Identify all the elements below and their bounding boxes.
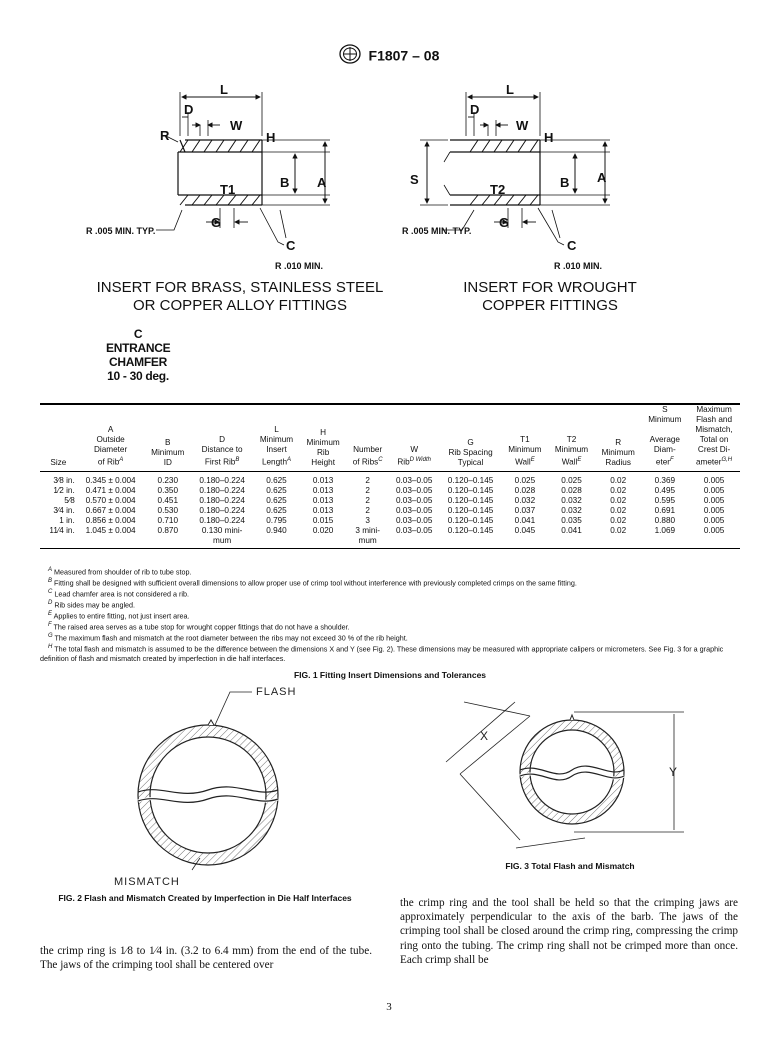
right-label-L: L: [506, 82, 514, 97]
table-cell: 0.02: [610, 505, 627, 515]
table-footnotes: [40, 566, 740, 663]
table-row: [40, 471, 740, 486]
table-row: [40, 496, 740, 506]
table-cell: 0.02: [610, 485, 627, 495]
table-cell: 3 mini- mum: [346, 526, 388, 549]
table-cell: 0.667 ± 0.004: [85, 505, 136, 515]
table-cell: 0.025: [561, 475, 582, 485]
table-header-cell: W Rib$^{D Width}$: [389, 405, 440, 472]
page-number: 3: [386, 1001, 392, 1013]
fig1-caption: FIG. 1 Fitting Insert Dimensions and Tolerances: [293, 670, 487, 680]
table-cell: 0.710: [157, 515, 179, 525]
table-cell: 0.025: [514, 475, 536, 485]
table-cell: 0.495: [654, 485, 676, 495]
left-label-C: C: [286, 238, 296, 253]
table-cell: 0.032: [561, 505, 582, 515]
table-cell: 0.037: [514, 505, 536, 515]
table-cell: 0.451: [157, 495, 179, 505]
table-row: [40, 486, 740, 496]
footnote: $^C$ Lead chamfer area is not considered a rib.: [48, 588, 189, 599]
table-cell: 0.350: [157, 485, 179, 495]
table-cell: 0.625: [266, 505, 287, 515]
table-header-cell: G Rib Spacing Typical: [440, 405, 502, 472]
table-cell: 0.625: [266, 485, 287, 495]
right-insert-drawing: [420, 92, 610, 245]
body-text-left: the crimp ring is 1⁄8 to 1⁄4 in. (3.2 to 6.4 mm) from the end of the tube. The jaws of the crimping tool shall be centered over: [40, 945, 372, 972]
left-radius-min: R .010 MIN.: [275, 261, 324, 271]
table-cell: 0.180–0.224: [199, 475, 245, 485]
table-cell: 0.795: [266, 515, 287, 525]
footnote: $^H$ The total flash and mismatch is assumed to be the difference between the dimensions X and Y (see Fig. 2). These dimensions may be measured with appropriate calipers or micrometers. See Fig. 3 for a graphic definition of flash and mismatch created by imperfection in die half interfaces.: [40, 643, 724, 663]
table-cell: 1⁄2 in.: [53, 485, 75, 495]
table-row: [40, 516, 740, 526]
table-cell: 0.013: [312, 485, 334, 495]
table-cell: 0.03–0.05: [395, 505, 433, 515]
left-label-T1: T1: [220, 182, 236, 197]
table-header-row: [40, 405, 740, 472]
left-label-D: D: [184, 102, 194, 117]
right-label-G: G: [499, 215, 510, 230]
right-label-D: D: [470, 102, 480, 117]
table-cell: 0.570 ± 0.004: [85, 495, 136, 505]
fig3-ring: [446, 702, 684, 848]
table-cell: 0.345 ± 0.004: [85, 475, 136, 485]
table-cell: 0.230: [157, 475, 179, 485]
table-cell: 0.015: [312, 515, 334, 525]
table-cell: 0.028: [514, 485, 536, 495]
table-cell: 0.03–0.05: [395, 495, 433, 505]
body-text-right: the crimp ring and the tool shall be held so that the crimping jaws are approximately perpendicular to the axis of the barb. The jaws of the crimping tool shall be closed around the crimp ring, compressing the crimp ring onto the tubing. The crimp ring shall not be crimped more than once. Each crimp shall be: [400, 897, 738, 966]
left-label-A: A: [317, 175, 327, 190]
table-cell: 0.880: [654, 515, 676, 525]
table-cell: 0.005: [703, 495, 725, 505]
table-cell: 0.005: [703, 475, 725, 485]
table-header-cell: Maximum Flash and Mismatch, Total on Crest Di- ameter$^{G,H}$: [688, 405, 740, 472]
table-cell: 0.02: [610, 515, 627, 525]
table-cell: 0.02: [610, 495, 627, 505]
table-header-cell: Size: [40, 405, 77, 472]
left-label-H: H: [266, 130, 276, 145]
table-cell: 0.870: [144, 526, 191, 549]
table-cell: 0.625: [266, 475, 287, 485]
document-code: F1807 – 08: [368, 47, 440, 64]
table-cell: 0.120–0.145: [447, 495, 494, 505]
table-cell: 2: [365, 505, 370, 515]
chamfer-note: C ENTRANCE CHAMFER 10 - 30 deg.: [106, 327, 171, 383]
table-header-cell: L Minimum Insert Length$^A$: [253, 405, 300, 472]
table-row: [40, 506, 740, 516]
right-radius-min: R .010 MIN.: [554, 261, 603, 271]
right-label-W: W: [516, 118, 529, 133]
footnote: $^B$ Fitting shall be designed with sufficient overall dimensions to allow proper use of crimp tool without interference with previously completed crimps on the same fitting.: [48, 577, 577, 588]
table-cell: 0.180–0.224: [199, 495, 245, 505]
fig2-drawing: [100, 680, 330, 890]
table-cell: 0.120–0.145: [447, 475, 494, 485]
table-cell: 0.180–0.224: [199, 485, 245, 495]
left-label-W: W: [230, 118, 243, 133]
fig2-caption: FIG. 2 Flash and Mismatch Created by Imperfection in Die Half Interfaces: [58, 893, 352, 903]
table-cell: 0.530: [157, 505, 179, 515]
table-cell: 0.041: [548, 526, 595, 549]
table-cell: 2: [365, 475, 370, 485]
right-label-A: A: [597, 170, 607, 185]
fig2-flash-label: FLASH: [256, 686, 297, 698]
table-cell: 0.02: [595, 526, 642, 549]
astm-logo-icon: [339, 44, 361, 67]
table-cell: 0.595: [654, 495, 676, 505]
right-label-B: B: [560, 175, 570, 190]
table-cell: 3⁄8 in.: [53, 475, 75, 485]
right-label-C: C: [567, 238, 577, 253]
right-label-T2: T2: [490, 182, 506, 197]
table-cell: 0.471 ± 0.004: [85, 485, 136, 495]
table-cell: 0.032: [561, 495, 582, 505]
table-cell: 3⁄4 in.: [53, 505, 75, 515]
table-cell: 0.856 ± 0.004: [85, 515, 136, 525]
table-cell: 0.020: [300, 526, 347, 549]
table-header-cell: R Minimum Radius: [595, 405, 642, 472]
left-label-B: B: [280, 175, 290, 190]
table-cell: 0.028: [561, 485, 582, 495]
footnote: $^D$ Rib sides may be angled.: [48, 599, 136, 610]
table-cell: 0.013: [312, 495, 334, 505]
table-cell: 11⁄4 in.: [40, 526, 77, 549]
table-cell: 0.180–0.224: [199, 515, 245, 525]
right-radius-typ: R .005 MIN. TYP.: [402, 226, 472, 236]
table-cell: 0.005: [703, 485, 725, 495]
table-cell: 2: [365, 485, 370, 495]
footnote: $^G$ The maximum flash and mismatch at the root diameter between the ribs may not exceed 30 % of the rib height.: [48, 632, 408, 643]
table-cell: 0.041: [514, 515, 536, 525]
left-label-L: L: [220, 82, 228, 97]
table-header-cell: B Minimum ID: [144, 405, 191, 472]
table-header-cell: D Distance to First Rib$^B$: [191, 405, 253, 472]
table-cell: 0.03–0.05: [389, 526, 440, 549]
table-cell: 3: [365, 515, 370, 525]
table-cell: 0.013: [312, 475, 334, 485]
table-cell: 0.005: [703, 505, 725, 515]
table-cell: 0.120–0.145: [447, 485, 494, 495]
table-cell: 0.940: [253, 526, 300, 549]
table-cell: 0.005: [703, 515, 725, 525]
table-cell: 0.03–0.05: [395, 475, 433, 485]
table-header-cell: T2 Minimum Wall$^E$: [548, 405, 595, 472]
table-cell: 0.03–0.05: [395, 485, 433, 495]
table-cell: 0.005: [688, 526, 740, 549]
table-cell: 0.180–0.224: [199, 505, 245, 515]
fig2-mismatch-label: MISMATCH: [114, 876, 180, 888]
table-cell: 0.691: [654, 505, 676, 515]
table-cell: 0.120–0.145: [440, 526, 502, 549]
fig3-caption: FIG. 3 Total Flash and Mismatch: [505, 861, 635, 871]
table-cell: 5⁄8: [64, 495, 75, 505]
fig3-drawing: [440, 690, 710, 850]
table-cell: 0.369: [654, 475, 676, 485]
table-cell: 0.035: [561, 515, 582, 525]
right-drawing-caption: INSERT FOR WROUGHT COPPER FITTINGS: [463, 279, 637, 314]
fig3-x-label: X: [480, 729, 489, 743]
right-label-S: S: [410, 172, 419, 187]
table-cell: 0.045: [502, 526, 549, 549]
footnote: $^F$ The raised area serves as a tube stop for wrought copper fittings that do not have a shoulder.: [48, 621, 350, 632]
fig2-ring: [138, 692, 278, 870]
table-cell: 0.625: [266, 495, 287, 505]
right-label-H: H: [544, 130, 554, 145]
table-row: [40, 526, 740, 549]
table-header-cell: H Minimum Rib Height: [300, 405, 347, 472]
table-header-cell: T1 Minimum Wall$^E$: [502, 405, 549, 472]
left-radius-typ: R .005 MIN. TYP.: [86, 226, 156, 236]
table-cell: 1 in.: [59, 515, 75, 525]
left-drawing-caption: INSERT FOR BRASS, STAINLESS STEEL OR COPPER ALLOY FITTINGS: [96, 279, 384, 314]
table-cell: 0.130 mini- mum: [191, 526, 253, 549]
fig3-y-label: Y: [669, 765, 678, 779]
dimensions-table: [40, 404, 740, 549]
footnote: $^A$ Measured from shoulder of rib to tube stop.: [48, 567, 192, 577]
page-header: [0, 44, 778, 67]
table-cell: 0.03–0.05: [395, 515, 433, 525]
table-cell: 1.069: [642, 526, 689, 549]
table-body: [40, 471, 740, 548]
table-cell: 2: [365, 495, 370, 505]
table-header-cell: S Minimum Average Diam- eter$^F$: [642, 405, 689, 472]
table-header-cell: A Outside Diameter of Rib$^A$: [77, 405, 145, 472]
table-cell: 0.032: [514, 495, 536, 505]
left-label-G: G: [211, 215, 222, 230]
table-cell: 0.120–0.145: [447, 515, 494, 525]
table-cell: 1.045 ± 0.004: [77, 526, 145, 549]
left-label-R: R: [160, 128, 170, 143]
table-header-cell: Number of Ribs$^C$: [346, 405, 388, 472]
table-cell: 0.02: [610, 475, 627, 485]
table-cell: 0.013: [312, 505, 334, 515]
fig1-insert-drawings: [70, 70, 710, 290]
table-cell: 0.120–0.145: [447, 505, 494, 515]
left-insert-drawing: [156, 92, 330, 245]
footnote: $^E$ Applies to entire fitting, not just insert area.: [48, 610, 190, 621]
